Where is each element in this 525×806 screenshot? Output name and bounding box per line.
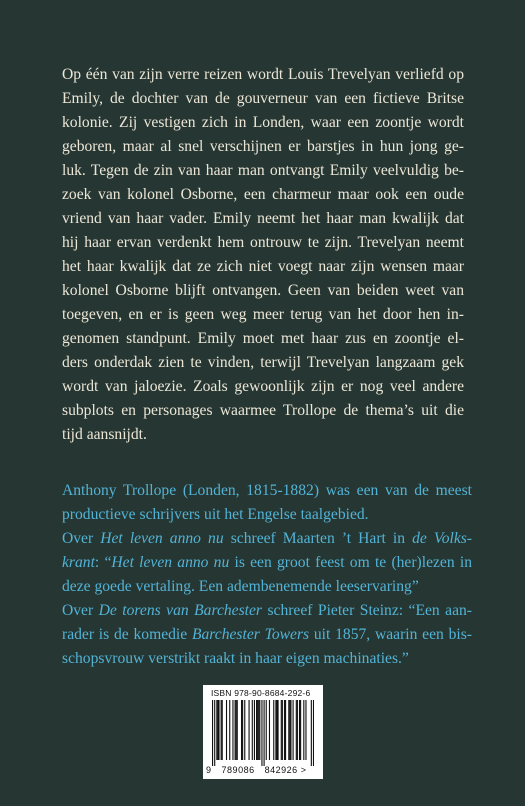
- barcode-bar: [305, 700, 306, 760]
- ean-right-group: 842926: [264, 765, 298, 775]
- book-title: Barchester Towers: [191, 626, 310, 643]
- barcode-bar: [222, 700, 223, 760]
- barcode-bar: [252, 700, 253, 760]
- synopsis-line: tijd aansnijdt.: [62, 426, 147, 443]
- barcode-bar: [235, 700, 236, 760]
- synopsis-line: toegeven, en er is geen weg meer terug van het door hen in-: [62, 306, 464, 323]
- synopsis-line: ders onderdak zien te vinden, terwijl Trevelyan langzaam gek: [62, 354, 464, 371]
- review-text: is een groot feest om te (her)lezen in: [229, 554, 472, 571]
- isbn-barcode: [203, 685, 323, 779]
- barcode-bar: [258, 700, 259, 760]
- review-text: rader is de komedie: [62, 626, 192, 643]
- ean-prefix: 9: [206, 765, 212, 775]
- barcode-bar: [232, 700, 233, 760]
- ean-suffix: >: [300, 765, 307, 775]
- barcode-bar: [249, 700, 250, 760]
- synopsis-line: geboren, maar al snel verschijnen er barstjes in hun jong ge-: [62, 138, 464, 155]
- author-bio-line: productieve schrijvers uit het Engelse taalgebied.: [62, 506, 369, 523]
- newspaper-title: de Volks-: [412, 530, 473, 547]
- barcode-bar: [259, 700, 260, 760]
- barcode-bar: [237, 700, 238, 760]
- review-line: [62, 623, 472, 647]
- barcode-bar: [217, 700, 218, 760]
- review-text: uit 1857, waarin een bis-: [309, 626, 472, 643]
- synopsis-line: vriend van haar vader. Emily neemt het haar man kwalijk dat: [62, 210, 464, 227]
- synopsis-line: zoek van kolonel Osborne, een charmeur maar ook een oude: [62, 186, 464, 203]
- barcode-bar: [261, 700, 262, 766]
- barcode-bar: [241, 700, 242, 760]
- review-text: : “: [94, 554, 112, 571]
- barcode-bar: [296, 700, 297, 760]
- barcode-bar: [284, 700, 285, 760]
- review-text: schreef Maarten ’t Hart in: [223, 530, 413, 547]
- barcode-bar: [212, 700, 213, 766]
- barcode-bar: [290, 700, 291, 760]
- synopsis-line: luk. Tegen de zin van haar man ontvangt Emily veelvuldig be-: [62, 162, 464, 179]
- barcode-bar: [244, 700, 245, 760]
- barcode-bar: [282, 700, 283, 760]
- ean-left-group: 789086: [221, 765, 255, 775]
- review-text: Over: [62, 602, 99, 619]
- barcode-bar: [303, 700, 304, 760]
- barcode-bar: [229, 700, 230, 760]
- newspaper-title: krant: [62, 554, 95, 571]
- barcode-bar: [264, 700, 265, 766]
- synopsis-line: Emily, de dochter van de gouverneur van een fictieve Britse: [62, 90, 464, 107]
- synopsis-line: hij haar ervan verdenkt hem ontrouw te zijn. Trevelyan neemt: [62, 234, 464, 251]
- barcode-bar: [218, 700, 219, 760]
- author-bio-line: Anthony Trollope (Londen, 1815-1882) was een van de meest: [62, 482, 472, 499]
- barcode-bars: [212, 700, 314, 766]
- barcode-bar: [257, 700, 258, 760]
- barcode-bar: [299, 700, 300, 760]
- ean-digits: [206, 765, 320, 775]
- book-title: Het leven anno nu: [111, 554, 230, 571]
- review-text: Over: [62, 530, 101, 547]
- review-line: [62, 599, 472, 623]
- review-line: [62, 551, 472, 575]
- synopsis-line: wordt van jaloezie. Zoals gewoonlijk zijn er nog veel andere: [62, 378, 464, 395]
- barcode-bar: [297, 700, 298, 760]
- barcode-bar: [269, 700, 270, 760]
- barcode-bar: [236, 700, 237, 760]
- barcode-bar: [276, 700, 277, 760]
- review-line: [62, 527, 472, 551]
- review-line: schopsvrouw verstrikt raakt in haar eigen machinaties.”: [62, 650, 409, 667]
- barcode-bar: [273, 700, 274, 760]
- book-title: Het leven anno nu: [100, 530, 224, 547]
- synopsis-line: het haar kwalijk dat ze zich niet voegt naar zijn wensen maar: [62, 258, 464, 275]
- barcode-bar: [288, 700, 289, 760]
- review-line: deze goede vertaling. Een adembenemende leeservaring”: [62, 578, 419, 595]
- isbn-label: ISBN 978-90-8684-292-6: [211, 688, 311, 698]
- book-title: De torens van Barchester: [98, 602, 262, 619]
- barcode-bar: [221, 700, 222, 760]
- synopsis-line: Op één van zijn verre reizen wordt Louis Trevelyan verliefd op: [62, 66, 464, 83]
- barcode-bar: [277, 700, 278, 760]
- synopsis-text: [62, 63, 464, 447]
- barcode-bar: [254, 700, 255, 760]
- review-text: schreef Pieter Steinz: “Een aan-: [261, 602, 473, 619]
- barcode-bar: [313, 700, 314, 766]
- barcode-bar: [256, 700, 257, 760]
- synopsis-line: genomen standpunt. Emily moet met haar zus en zoontje el-: [62, 330, 464, 347]
- synopsis-line: kolonel Osborne blijft ontvangen. Geen van beiden weet van: [62, 282, 464, 299]
- barcode-bar: [216, 700, 217, 760]
- barcode-bar: [281, 700, 282, 760]
- barcode-bar: [311, 700, 312, 766]
- barcode-bar: [293, 700, 294, 760]
- synopsis-line: subplots en personages waarmee Trollope de thema’s uit die: [62, 402, 464, 419]
- author-and-reviews: [62, 479, 472, 671]
- synopsis-line: kolonie. Zij vestigen zich in Londen, waar een zoontje wordt: [62, 114, 464, 131]
- barcode-bar: [242, 700, 243, 760]
- barcode-bar: [226, 700, 227, 760]
- barcode-bar: [275, 700, 276, 760]
- barcode-bar: [214, 700, 215, 766]
- barcode-bar: [285, 700, 286, 760]
- barcode-bar: [300, 700, 301, 760]
- barcode-bar: [266, 700, 267, 760]
- barcode-bar: [289, 700, 290, 760]
